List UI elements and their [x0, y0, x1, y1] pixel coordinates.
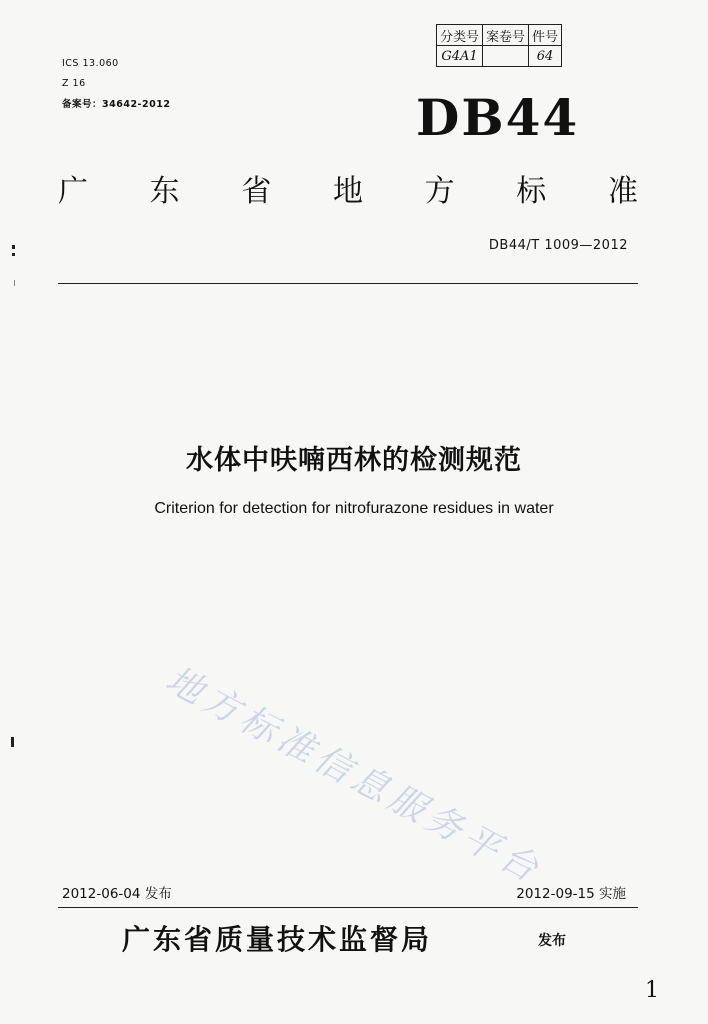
chinese-title: 水体中呋喃西林的检测规范 — [186, 445, 522, 476]
scan-speck — [12, 245, 15, 249]
standard-type-char: 省 — [241, 174, 272, 209]
stamp-header-file: 案卷号 — [483, 25, 529, 46]
standard-type-char: 准 — [607, 174, 638, 209]
stamp-value-category: G4A1 — [437, 46, 483, 67]
scan-speck — [12, 253, 15, 256]
stamp-header-category: 分类号 — [437, 25, 483, 46]
stamp-value-file — [483, 46, 529, 67]
standard-code: DB44 — [416, 88, 580, 147]
ics-code: ICS 13.060 — [62, 58, 119, 69]
header-divider — [58, 283, 638, 284]
standard-number: DB44/T 1009—2012 — [488, 238, 628, 253]
standard-type-char: 东 — [149, 174, 180, 209]
watermark: 地方标准信息服务平台 — [158, 659, 550, 893]
scan-speck — [14, 280, 15, 286]
issuing-authority: 广东省质量技术监督局 — [122, 923, 433, 956]
page-number: 1 — [645, 978, 659, 1003]
scan-speck — [11, 737, 14, 747]
standard-type-title — [58, 166, 638, 210]
standard-type-char: 广 — [58, 174, 88, 209]
standard-type-char: 方 — [424, 174, 455, 209]
issue-label: 发布 — [538, 933, 566, 949]
record-number: 备案号：34642-2012 — [62, 99, 171, 110]
implement-date: 2012-09-15 实施 — [516, 886, 626, 902]
stamp-header-item: 件号 — [529, 25, 562, 46]
standard-type-char: 标 — [516, 174, 547, 209]
english-title: Criterion for detection for nitrofurazone residues in water — [154, 500, 554, 517]
standard-type-char: 地 — [332, 174, 363, 209]
publish-date: 2012-06-04 发布 — [62, 886, 172, 902]
footer-divider — [58, 907, 638, 908]
ccs-code: Z 16 — [62, 78, 86, 89]
stamp-value-item: 64 — [529, 46, 562, 67]
classification-stamp — [436, 24, 562, 67]
